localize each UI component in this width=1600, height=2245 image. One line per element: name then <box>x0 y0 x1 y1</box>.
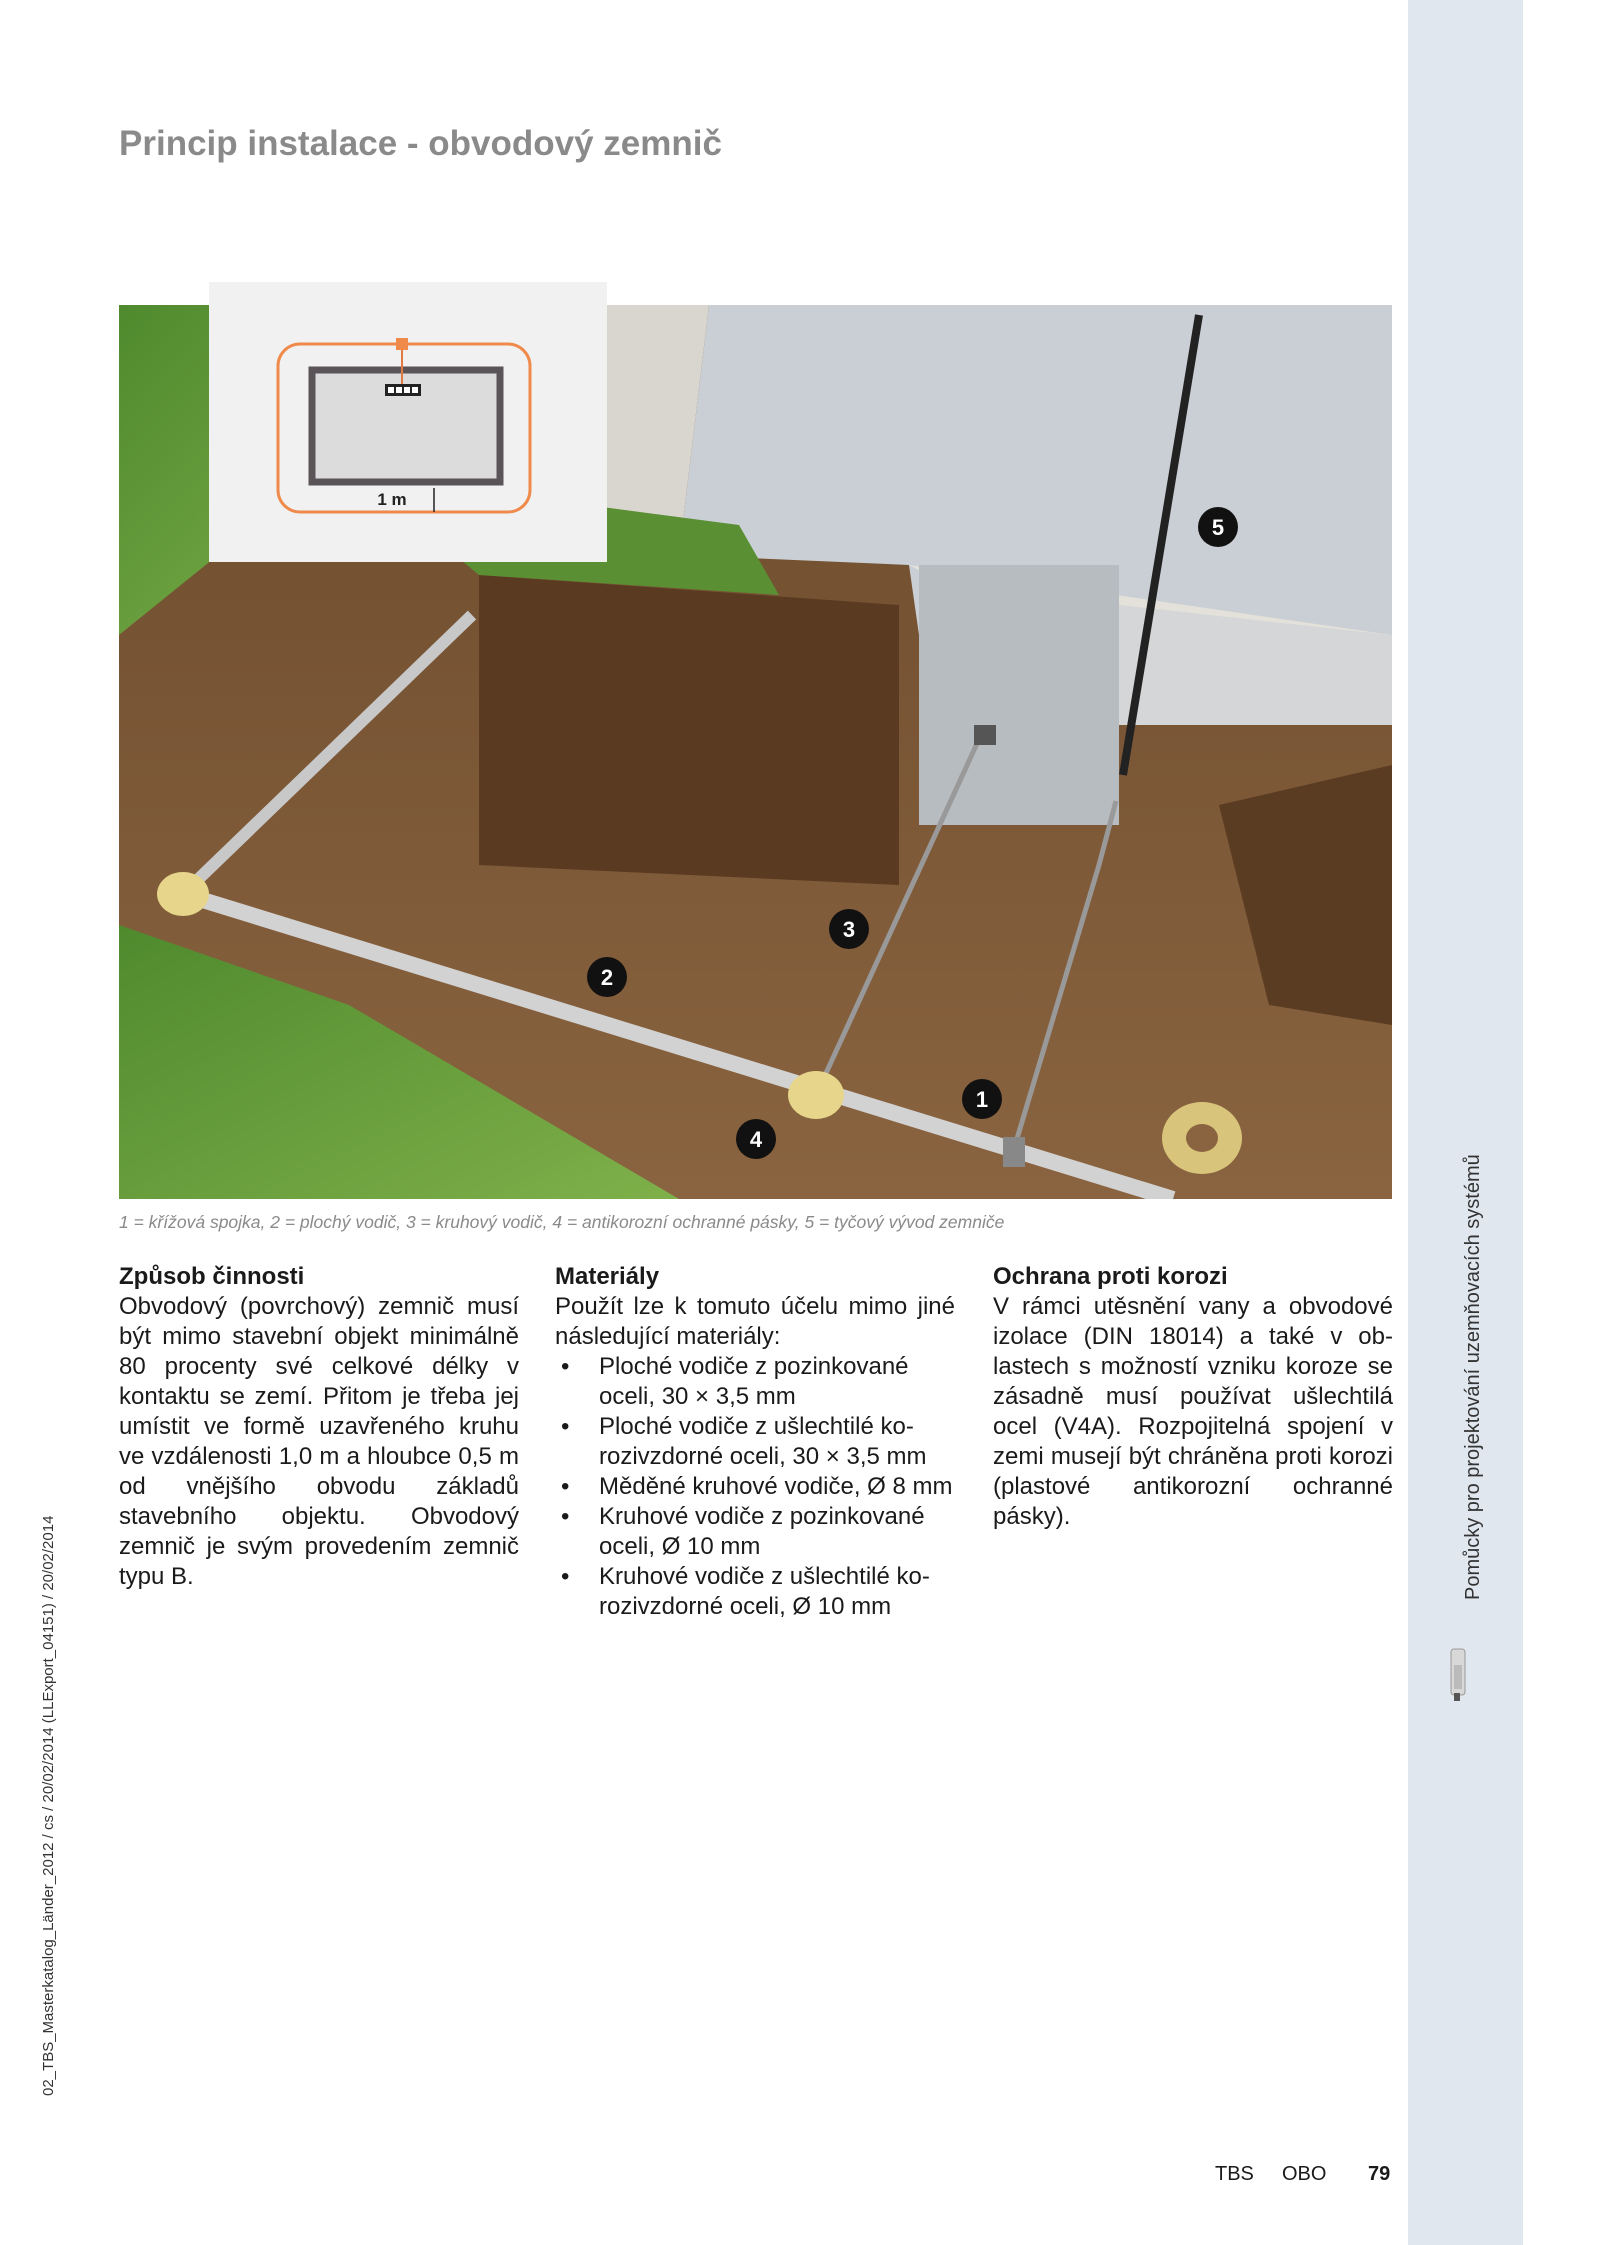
svg-text:3: 3 <box>842 917 856 942</box>
column-heading: Ochrana proti korozi <box>993 1263 1228 1290</box>
list-item: • Kruhové vodiče z ušlechtilé korozivzdorné oceli, Ø 10 mm <box>555 1562 955 1622</box>
list-item: • Ploché vodiče z ušlechtilé korozivzdorné oceli, 30 × 3,5 mm <box>555 1412 955 1472</box>
column-corrosion <box>993 1262 1393 1532</box>
dimension-label: 1 m <box>377 490 407 509</box>
marker-2 <box>587 957 627 997</box>
svg-text:2: 2 <box>600 965 614 990</box>
figure-caption: 1 = křížová spojka, 2 = plochý vodič, 3 = kruhový vodič, 4 = antikorozní ochranné pásky, 5 = tyčový vývod zemniče <box>119 1212 1005 1232</box>
list-item: • Ploché vodiče z pozinkované oceli, 30 × 3,5 mm <box>555 1352 955 1412</box>
print-info: 02_TBS_Masterkatalog_Länder_2012 / cs / 20/02/2014 (LLExport_04151) / 20/02/2014 <box>40 1515 57 2096</box>
column-materials <box>555 1262 955 1622</box>
chapter-sidebar <box>1408 0 1523 2245</box>
column-heading: Materiály <box>555 1263 660 1290</box>
footer-brand-obo: OBO <box>1282 2163 1327 2185</box>
column-text: V rámci utěsnění vany a obvodové izolace (DIN 18014) a také v oblastech s možností vzniku koroze se zásadně musí používat ušlechtilá ocel (V4A). Rozpojitelná spojení v zemi musejí být chráněna proti korozi (plastové antikorozní ochranné pásky). <box>993 1293 1393 1530</box>
marker-5 <box>1198 507 1238 547</box>
column-text: Obvodový (povrchový) zemnič musí být mimo stavební objekt minimálně 80 procenty své celkové délky v kontaktu se zemí. Přitom je třeba jej umístit ve formě uzavřeného kruhu ve vzdálenosti 1,0 m a hloubce 0,5 m od vnějšího obvodu základů stavebního objektu. Obvodový zemnič je svým provedením zemnič typu B. <box>119 1293 519 1590</box>
marker-3 <box>829 909 869 949</box>
page-number: 79 <box>1368 2163 1391 2185</box>
page-title: Princip instalace - obvodový zemnič <box>119 124 722 163</box>
inset-diagram <box>209 282 607 562</box>
marker-1 <box>962 1079 1002 1119</box>
list-item: • Kruhové vodiče z pozinkované oceli, Ø 10 mm <box>555 1502 955 1562</box>
list-item: • Měděné kruhové vodiče, Ø 8 mm <box>555 1472 955 1502</box>
column-text: Použít lze k tomuto účelu mimo jiné následující materiály: <box>555 1293 955 1350</box>
column-method <box>119 1262 519 1592</box>
svg-text:4: 4 <box>749 1127 763 1152</box>
svg-text:1: 1 <box>975 1087 989 1112</box>
chapter-label: Pomůcky pro projektování uzemňovacích systémů <box>1462 1154 1484 1600</box>
column-heading: Způsob činnosti <box>119 1263 305 1290</box>
materials-list <box>555 1352 955 1622</box>
svg-text:5: 5 <box>1211 515 1225 540</box>
marker-4 <box>736 1119 776 1159</box>
connector-icon <box>1448 1645 1470 1703</box>
footer-brand-tbs: TBS <box>1215 2163 1254 2185</box>
